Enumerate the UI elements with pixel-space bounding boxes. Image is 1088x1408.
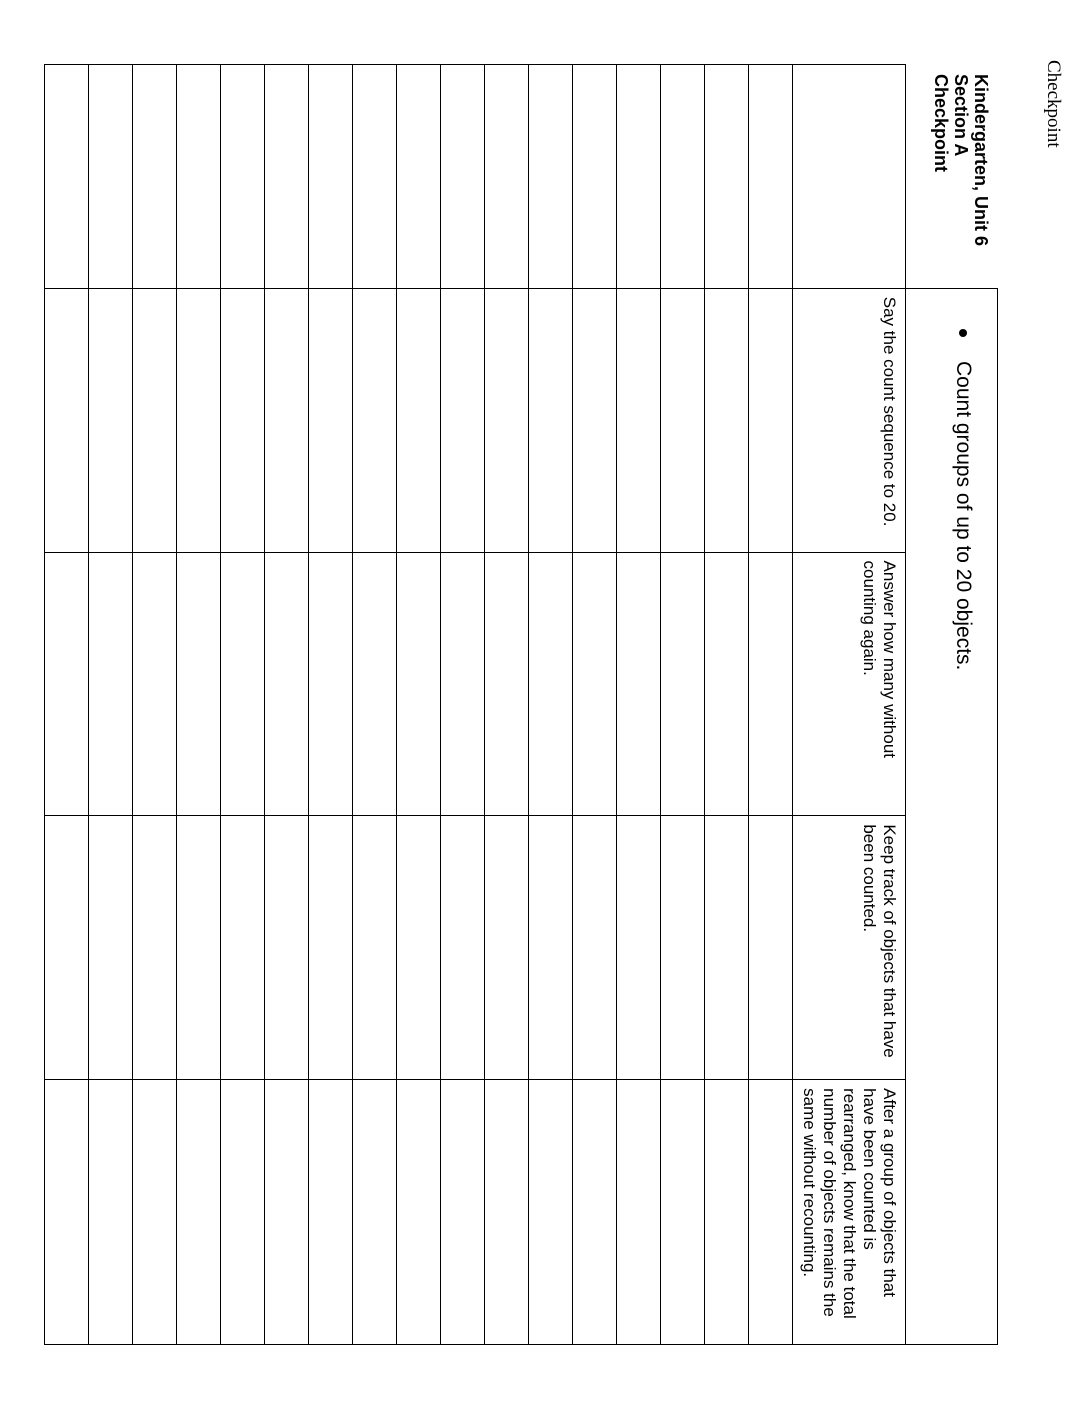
check-cell[interactable] (308, 816, 352, 1080)
criterion-keep-track: Keep track of objects that have been counted. (792, 816, 905, 1080)
check-cell[interactable] (352, 816, 396, 1080)
check-cell[interactable] (440, 816, 484, 1080)
check-cell[interactable] (132, 552, 176, 816)
check-cell[interactable] (748, 552, 792, 816)
sheet-title (906, 64, 998, 288)
student-name-cell[interactable] (704, 65, 748, 289)
checkpoint-grid (44, 64, 906, 1345)
check-cell[interactable] (264, 816, 308, 1080)
check-cell[interactable] (396, 552, 440, 816)
check-cell[interactable] (44, 288, 88, 552)
check-cell[interactable] (572, 816, 616, 1080)
check-cell[interactable] (660, 288, 704, 552)
check-cell[interactable] (528, 552, 572, 816)
student-row (616, 65, 660, 1345)
check-cell[interactable] (528, 288, 572, 552)
check-cell[interactable] (484, 552, 528, 816)
checkpoint-tracking-sheet (124, 64, 998, 1345)
learning-target-text: Count groups of up to 20 objects. (952, 361, 975, 671)
check-cell[interactable] (132, 288, 176, 552)
check-cell[interactable] (396, 816, 440, 1080)
check-cell[interactable] (352, 288, 396, 552)
check-cell[interactable] (572, 288, 616, 552)
check-cell[interactable] (88, 552, 132, 816)
check-cell[interactable] (352, 552, 396, 816)
student-name-header-cell (792, 65, 905, 289)
student-row (264, 65, 308, 1345)
check-cell[interactable] (264, 552, 308, 816)
check-cell[interactable] (704, 816, 748, 1080)
student-name-cell[interactable] (352, 65, 396, 289)
check-cell[interactable] (704, 1080, 748, 1345)
check-cell[interactable] (44, 1080, 88, 1345)
student-name-cell[interactable] (528, 65, 572, 289)
check-cell[interactable] (704, 288, 748, 552)
student-name-cell[interactable] (220, 65, 264, 289)
student-row (132, 65, 176, 1345)
check-cell[interactable] (660, 1080, 704, 1345)
sheet-title-checkpoint: Checkpoint (931, 74, 952, 173)
check-cell[interactable] (748, 1080, 792, 1345)
student-name-cell[interactable] (396, 65, 440, 289)
student-name-cell[interactable] (132, 65, 176, 289)
check-cell[interactable] (440, 1080, 484, 1345)
check-cell[interactable] (440, 552, 484, 816)
check-cell[interactable] (572, 1080, 616, 1345)
check-cell[interactable] (616, 288, 660, 552)
student-name-cell[interactable] (176, 65, 220, 289)
check-cell[interactable] (308, 552, 352, 816)
check-cell[interactable] (264, 1080, 308, 1345)
criteria-header-row (792, 65, 905, 1345)
student-row (748, 65, 792, 1345)
check-cell[interactable] (484, 1080, 528, 1345)
student-name-cell[interactable] (572, 65, 616, 289)
check-cell[interactable] (88, 1080, 132, 1345)
check-cell[interactable] (528, 1080, 572, 1345)
check-cell[interactable] (660, 816, 704, 1080)
check-cell[interactable] (616, 552, 660, 816)
student-row (660, 65, 704, 1345)
student-row (704, 65, 748, 1345)
bullet-icon (959, 329, 967, 337)
student-row (44, 65, 88, 1345)
criterion-conservation: After a group of objects that have been counted is rearranged, know that the total number of objects remains the same without recounting. (792, 1080, 905, 1345)
check-cell[interactable] (572, 552, 616, 816)
check-cell[interactable] (748, 816, 792, 1080)
check-cell[interactable] (484, 288, 528, 552)
student-row (572, 65, 616, 1345)
sheet-title-unit: Kindergarten, Unit 6 (971, 74, 991, 247)
criterion-how-many: Answer how many without counting again. (792, 552, 905, 816)
check-cell[interactable] (44, 816, 88, 1080)
check-cell[interactable] (132, 1080, 176, 1345)
check-cell[interactable] (264, 288, 308, 552)
student-row (176, 65, 220, 1345)
check-cell[interactable] (308, 288, 352, 552)
student-name-cell[interactable] (44, 65, 88, 289)
check-cell[interactable] (396, 288, 440, 552)
check-cell[interactable] (88, 816, 132, 1080)
criterion-count-sequence: Say the count sequence to 20. (792, 288, 905, 552)
check-cell[interactable] (176, 1080, 220, 1345)
student-name-cell[interactable] (484, 65, 528, 289)
check-cell[interactable] (528, 816, 572, 1080)
page-header-label: Checkpoint (1043, 60, 1064, 148)
sheet-title-section: Section A (951, 74, 972, 157)
student-row (528, 65, 572, 1345)
learning-target-item (951, 329, 975, 670)
student-name-cell[interactable] (748, 65, 792, 289)
student-name-cell[interactable] (308, 65, 352, 289)
student-row (220, 65, 264, 1345)
check-cell[interactable] (220, 1080, 264, 1345)
check-cell[interactable] (616, 1080, 660, 1345)
check-cell[interactable] (660, 552, 704, 816)
check-cell[interactable] (440, 288, 484, 552)
check-cell[interactable] (176, 552, 220, 816)
check-cell[interactable] (484, 816, 528, 1080)
student-name-cell[interactable] (440, 65, 484, 289)
student-name-cell[interactable] (616, 65, 660, 289)
student-name-cell[interactable] (264, 65, 308, 289)
student-row (308, 65, 352, 1345)
check-cell[interactable] (220, 288, 264, 552)
check-cell[interactable] (44, 552, 88, 816)
check-cell[interactable] (220, 816, 264, 1080)
student-row (352, 65, 396, 1345)
check-cell[interactable] (176, 816, 220, 1080)
check-cell[interactable] (704, 552, 748, 816)
check-cell[interactable] (220, 552, 264, 816)
student-row (396, 65, 440, 1345)
learning-target-box (906, 288, 998, 1345)
check-cell[interactable] (308, 1080, 352, 1345)
check-cell[interactable] (352, 1080, 396, 1345)
check-cell[interactable] (748, 288, 792, 552)
check-cell[interactable] (176, 288, 220, 552)
student-row (440, 65, 484, 1345)
student-row (484, 65, 528, 1345)
student-name-cell[interactable] (88, 65, 132, 289)
check-cell[interactable] (396, 1080, 440, 1345)
check-cell[interactable] (88, 288, 132, 552)
student-row (88, 65, 132, 1345)
check-cell[interactable] (616, 816, 660, 1080)
check-cell[interactable] (132, 816, 176, 1080)
student-name-cell[interactable] (660, 65, 704, 289)
